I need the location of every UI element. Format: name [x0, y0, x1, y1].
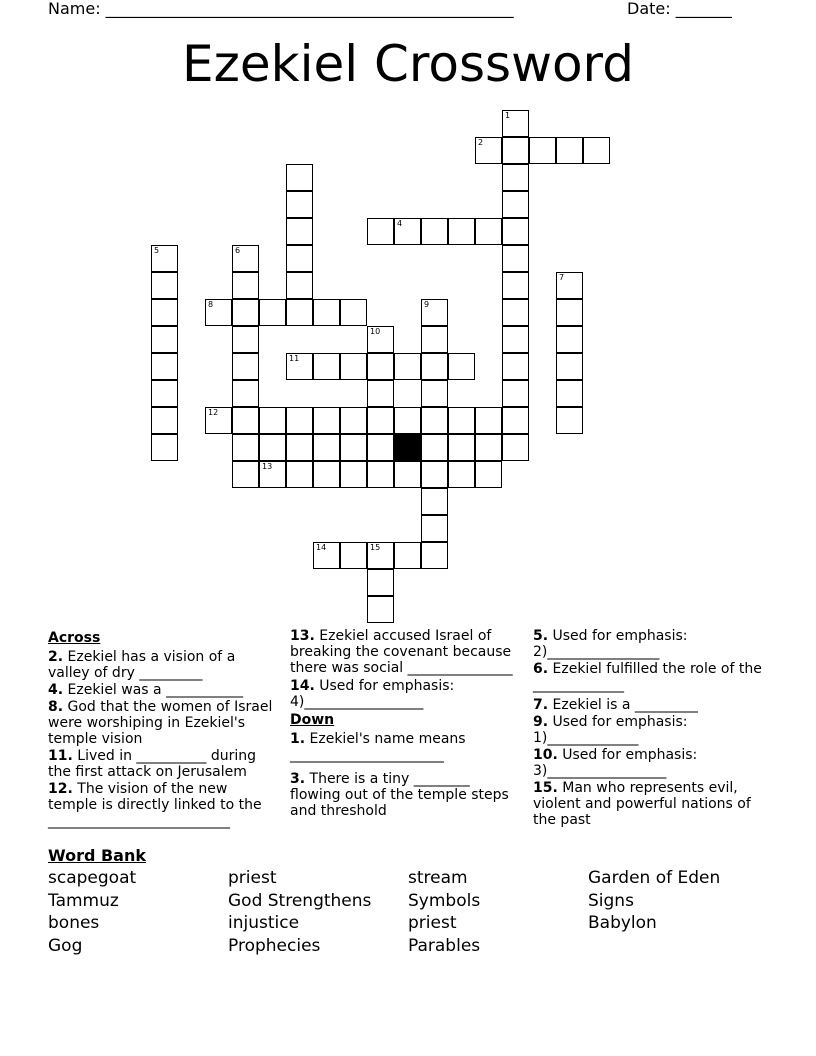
- clue-across-13: 13. Ezekiel accused Israel of breaking the covenant because there was social _______________: [290, 628, 513, 676]
- crossword-cell[interactable]: [232, 326, 259, 353]
- clue-number: 6: [235, 246, 241, 255]
- word-bank-column: [588, 867, 720, 935]
- word-bank-item: Prophecies: [228, 936, 321, 957]
- crossword-cell[interactable]: [286, 407, 313, 434]
- crossword-cell[interactable]: [421, 353, 448, 380]
- word-bank-item: Garden of Eden: [588, 868, 721, 888]
- crossword-cell[interactable]: [232, 272, 259, 299]
- crossword-cell[interactable]: [151, 434, 178, 461]
- crossword-cell[interactable]: [286, 164, 313, 191]
- crossword-cell[interactable]: [205, 407, 232, 434]
- crossword-cell[interactable]: [232, 299, 259, 326]
- crossword-cell[interactable]: [421, 542, 448, 569]
- crossword-cell[interactable]: [448, 218, 475, 245]
- crossword-cell[interactable]: [367, 218, 394, 245]
- crossword-cell[interactable]: [394, 461, 421, 488]
- word-bank-heading: Word Bank: [48, 846, 147, 865]
- crossword-cell[interactable]: [556, 137, 583, 164]
- down-heading: Down: [290, 712, 335, 728]
- crossword-cell[interactable]: [313, 299, 340, 326]
- crossword-cell[interactable]: [475, 434, 502, 461]
- crossword-cell[interactable]: [502, 218, 529, 245]
- clue-across-12: 12. The vision of the new temple is directly linked to the __________________________: [48, 781, 262, 829]
- crossword-cell[interactable]: [394, 542, 421, 569]
- crossword-cell[interactable]: [367, 353, 394, 380]
- clue-number: 11: [289, 354, 300, 363]
- clue-number: 14: [316, 543, 327, 552]
- clues-column-3: [533, 628, 773, 829]
- word-bank-item: scapegoat: [48, 868, 137, 888]
- word-bank-item: injustice: [228, 913, 300, 934]
- word-bank-column: [408, 867, 480, 958]
- clue-number: 1: [505, 111, 511, 120]
- crossword-cell[interactable]: [448, 407, 475, 434]
- crossword-cell[interactable]: [502, 380, 529, 407]
- crossword-cell[interactable]: [232, 380, 259, 407]
- word-bank-item: God Strengthens: [228, 890, 372, 911]
- word-bank-item: Tammuz: [48, 890, 119, 911]
- clue-number: 10: [370, 327, 381, 336]
- crossword-cell[interactable]: [313, 434, 340, 461]
- crossword-cell[interactable]: [502, 299, 529, 326]
- crossword-cell[interactable]: [151, 299, 178, 326]
- clue-down-10: 10. Used for emphasis: 3)_________________: [533, 747, 698, 779]
- crossword-cell[interactable]: [286, 245, 313, 272]
- crossword-cell[interactable]: [475, 137, 502, 164]
- crossword-cell[interactable]: [502, 137, 529, 164]
- word-bank-item: Gog: [48, 936, 83, 957]
- crossword-cell[interactable]: [421, 434, 448, 461]
- word-bank-item: stream: [408, 868, 468, 888]
- crossword-cell[interactable]: [421, 326, 448, 353]
- clue-number: 7: [559, 273, 565, 282]
- clue-down-1: 1. Ezekiel's name means ______________________: [290, 731, 466, 763]
- crossword-cell[interactable]: [556, 380, 583, 407]
- clue-number: 9: [424, 300, 430, 309]
- crossword-cell[interactable]: [313, 461, 340, 488]
- crossword-cell[interactable]: [232, 434, 259, 461]
- crossword-cell[interactable]: [502, 326, 529, 353]
- crossword-cell[interactable]: [151, 326, 178, 353]
- word-bank-item: Parables: [408, 936, 481, 957]
- clue-number: 8: [208, 300, 214, 309]
- word-bank-column: [48, 867, 136, 958]
- crossword-cell[interactable]: [367, 407, 394, 434]
- crossword-cell[interactable]: [340, 461, 367, 488]
- crossword-cell[interactable]: [394, 407, 421, 434]
- clues-column-1: [48, 628, 280, 830]
- clue-down-6: 6. Ezekiel fulfilled the role of the _____________: [533, 661, 762, 693]
- crossword-cell[interactable]: [502, 353, 529, 380]
- crossword-cell[interactable]: [151, 245, 178, 272]
- word-bank-item: bones: [48, 913, 100, 934]
- crossword-cell[interactable]: [367, 434, 394, 461]
- crossword-cell[interactable]: [286, 434, 313, 461]
- crossword-cell[interactable]: [151, 380, 178, 407]
- clue-number: 2: [478, 138, 484, 147]
- crossword-cell[interactable]: [367, 461, 394, 488]
- crossword-cell[interactable]: [286, 461, 313, 488]
- crossword-cell[interactable]: [502, 191, 529, 218]
- clues-column-2: [290, 628, 522, 820]
- clue-number: 12: [208, 408, 219, 417]
- word-bank-item: Symbols: [408, 890, 481, 911]
- crossword-cell[interactable]: [475, 461, 502, 488]
- crossword-cell[interactable]: [394, 353, 421, 380]
- clue-across-14: 14. Used for emphasis: 4)_________________: [290, 678, 455, 710]
- crossword-cell[interactable]: [232, 245, 259, 272]
- clue-across-2: 2. Ezekiel has a vision of a valley of dry _________: [48, 649, 236, 681]
- crossword-cell[interactable]: [556, 326, 583, 353]
- crossword-cell[interactable]: [286, 299, 313, 326]
- crossword-cell[interactable]: [232, 353, 259, 380]
- crossword-cell[interactable]: [556, 299, 583, 326]
- crossword-cell[interactable]: [205, 299, 232, 326]
- clue-across-11: 11. Lived in __________ during the first attack on Jerusalem: [48, 748, 257, 780]
- clue-down-9: 9. Used for emphasis: 1)_____________: [533, 714, 688, 746]
- crossword-cell[interactable]: [367, 380, 394, 407]
- crossword-cell[interactable]: [232, 461, 259, 488]
- clue-number: 13: [262, 462, 273, 471]
- crossword-cell[interactable]: [286, 353, 313, 380]
- clue-down-3: 3. There is a tiny ________ flowing out of the temple steps and threshold: [290, 771, 509, 819]
- crossword-cell[interactable]: [448, 461, 475, 488]
- crossword-cell[interactable]: [313, 542, 340, 569]
- crossword-cell[interactable]: [340, 407, 367, 434]
- clue-across-4: 4. Ezekiel was a ___________: [48, 682, 244, 698]
- crossword-cell[interactable]: [151, 272, 178, 299]
- crossword-cell[interactable]: [421, 461, 448, 488]
- crossword-cell[interactable]: [421, 218, 448, 245]
- crossword-cell[interactable]: [259, 299, 286, 326]
- crossword-cell[interactable]: [502, 434, 529, 461]
- crossword-cell[interactable]: [286, 191, 313, 218]
- crossword-cell[interactable]: [340, 353, 367, 380]
- crossword-cell[interactable]: [556, 407, 583, 434]
- crossword-cell[interactable]: [313, 407, 340, 434]
- page-title: Ezekiel Crossword: [182, 35, 634, 93]
- crossword-cell[interactable]: [259, 434, 286, 461]
- crossword-block-cell: [394, 434, 421, 461]
- crossword-cell[interactable]: [421, 299, 448, 326]
- crossword-cell[interactable]: [313, 353, 340, 380]
- crossword-cell[interactable]: [340, 542, 367, 569]
- crossword-cell[interactable]: [421, 488, 448, 515]
- crossword-cell[interactable]: [259, 407, 286, 434]
- crossword-cell[interactable]: [448, 353, 475, 380]
- clue-down-7: 7. Ezekiel is a _________: [533, 697, 698, 713]
- crossword-cell[interactable]: [151, 407, 178, 434]
- crossword-cell[interactable]: [286, 218, 313, 245]
- crossword-cell[interactable]: [367, 542, 394, 569]
- crossword-cell[interactable]: [259, 461, 286, 488]
- clue-down-15: 15. Man who represents evil, violent and powerful nations of the past: [533, 780, 751, 828]
- crossword-cell[interactable]: [502, 407, 529, 434]
- crossword-cell[interactable]: [529, 137, 556, 164]
- date-field-label: Date: _______: [627, 0, 732, 18]
- clue-across-8: 8. God that the women of Israel were worshiping in Ezekiel's temple vision: [48, 699, 273, 747]
- crossword-cell[interactable]: [502, 272, 529, 299]
- crossword-cell[interactable]: [367, 596, 394, 623]
- clue-number: 15: [370, 543, 381, 552]
- clue-down-5: 5. Used for emphasis: 2)________________: [533, 628, 688, 660]
- crossword-cell[interactable]: [367, 569, 394, 596]
- word-bank-item: Babylon: [588, 913, 657, 934]
- across-heading: Across: [48, 630, 101, 646]
- crossword-cell[interactable]: [232, 407, 259, 434]
- word-bank-item: priest: [408, 913, 457, 934]
- crossword-cell[interactable]: [502, 110, 529, 137]
- crossword-cell[interactable]: [421, 515, 448, 542]
- word-bank-item: Signs: [588, 890, 634, 911]
- word-bank-column: [228, 867, 371, 958]
- crossword-cell[interactable]: [502, 164, 529, 191]
- crossword-cell[interactable]: [394, 218, 421, 245]
- crossword-cell[interactable]: [556, 353, 583, 380]
- crossword-cell[interactable]: [286, 272, 313, 299]
- crossword-cell[interactable]: [448, 434, 475, 461]
- crossword-cell[interactable]: [475, 218, 502, 245]
- clue-number: 5: [154, 246, 160, 255]
- crossword-cell[interactable]: [367, 326, 394, 353]
- crossword-cell[interactable]: [340, 299, 367, 326]
- word-bank-item: priest: [228, 868, 277, 888]
- crossword-cell[interactable]: [340, 434, 367, 461]
- crossword-cell[interactable]: [556, 272, 583, 299]
- crossword-cell[interactable]: [421, 407, 448, 434]
- crossword-cell[interactable]: [151, 353, 178, 380]
- clue-number: 4: [397, 219, 403, 228]
- name-field-label: Name: ___________________________________________________: [48, 0, 514, 18]
- crossword-cell[interactable]: [583, 137, 610, 164]
- crossword-cell[interactable]: [502, 245, 529, 272]
- crossword-cell[interactable]: [475, 407, 502, 434]
- crossword-cell[interactable]: [421, 380, 448, 407]
